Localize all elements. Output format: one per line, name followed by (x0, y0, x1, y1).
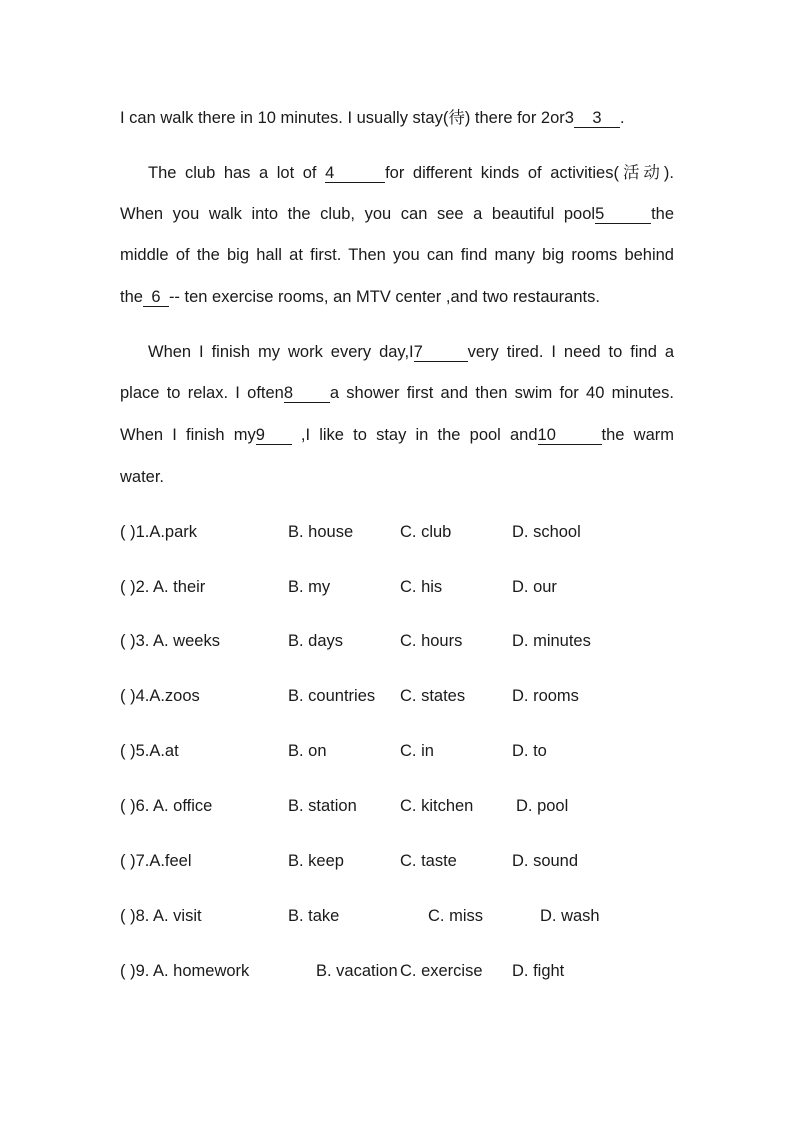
option-b: B. house (288, 523, 354, 541)
option-c: C. kitchen (400, 797, 474, 815)
passage-text: water. (120, 468, 165, 486)
option-c: C. club (400, 523, 452, 541)
option-d: D. our (512, 578, 557, 596)
option-b: B. station (288, 797, 357, 815)
option-d: D. fight (512, 962, 565, 980)
passage-text: When I finish my (120, 426, 256, 444)
blank-3: 3 (574, 110, 620, 128)
option-d: D. rooms (512, 687, 579, 705)
passage-line (148, 163, 674, 183)
question-stem: ( )1.A.park (120, 523, 198, 541)
option-c: C. states (400, 687, 466, 705)
passage-line (120, 425, 674, 445)
question-row (120, 796, 680, 816)
passage-line (120, 108, 674, 128)
option-d: D. to (512, 742, 547, 760)
question-row (120, 906, 680, 926)
blank-8: 8 (284, 385, 330, 403)
question-row (120, 522, 680, 542)
question-stem: ( )6. A. office (120, 797, 213, 815)
question-stem: ( )9. A. homework (120, 962, 250, 980)
question-stem: ( )5.A.at (120, 742, 179, 760)
passage-text: the warm (601, 426, 674, 444)
question-row (120, 631, 680, 651)
question-row (120, 686, 680, 706)
question-row (120, 961, 680, 981)
option-d: D. pool (516, 797, 569, 815)
question-stem: ( )3. A. weeks (120, 632, 220, 650)
blank-6: 6 (143, 289, 169, 307)
blank-9: 9 (256, 427, 292, 445)
blank-4: 4 (325, 165, 385, 183)
passage-line (148, 342, 674, 362)
option-d: D. wash (540, 907, 600, 925)
passage-text: a shower first and then swim for 40 minutes. (329, 384, 674, 402)
blank-10: 10 (538, 427, 602, 445)
option-b: B. vacation (316, 962, 398, 980)
question-stem: ( )4.A.zoos (120, 687, 200, 705)
option-d: D. school (512, 523, 581, 541)
passage-line (120, 467, 674, 487)
option-b: B. countries (288, 687, 376, 705)
passage-text: for different kinds of activities(活动). (385, 164, 674, 182)
passage-text: I can walk there in 10 minutes. I usually stay(待) there for 2or3 (120, 109, 574, 127)
passage-line (120, 383, 674, 403)
option-b: B. on (288, 742, 327, 760)
option-b: B. take (288, 907, 340, 925)
passage-text: place to relax. I often (120, 384, 284, 402)
option-c: C. his (400, 578, 443, 596)
option-b: B. days (288, 632, 344, 650)
question-stem: ( )2. A. their (120, 578, 206, 596)
passage-text: very tired. I need to find a (467, 343, 674, 361)
option-c: C. taste (400, 852, 457, 870)
passage-text: When you walk into the club, you can see a beautiful pool (120, 205, 596, 223)
option-b: B. keep (288, 852, 344, 870)
passage-line (120, 204, 674, 224)
option-c: C. in (400, 742, 434, 760)
passage-line (120, 245, 674, 265)
option-c: C. hours (400, 632, 463, 650)
option-d: D. sound (512, 852, 579, 870)
option-b: B. my (288, 578, 331, 596)
question-row (120, 577, 680, 597)
passage-text: . (619, 109, 625, 127)
blank-5: 5 (595, 206, 651, 224)
question-row (120, 851, 680, 871)
passage-text: When I finish my work every day,I (148, 343, 414, 361)
passage-text: ,I like to stay in the pool and (300, 426, 538, 444)
option-d: D. minutes (512, 632, 591, 650)
option-c: C. exercise (400, 962, 483, 980)
passage-text: the (120, 288, 143, 306)
passage-text: middle of the big hall at first. Then you can find many big rooms behind (120, 246, 674, 264)
passage-line (120, 287, 674, 307)
option-c: C. miss (428, 907, 483, 925)
passage-text: The club has a lot of (148, 164, 317, 182)
question-row (120, 741, 680, 761)
question-stem: ( )8. A. visit (120, 907, 202, 925)
blank-7: 7 (414, 344, 468, 362)
passage-text: -- ten exercise rooms, an MTV center ,and two restaurants. (168, 288, 600, 306)
passage-text: the (651, 205, 674, 223)
question-stem: ( )7.A.feel (120, 852, 192, 870)
